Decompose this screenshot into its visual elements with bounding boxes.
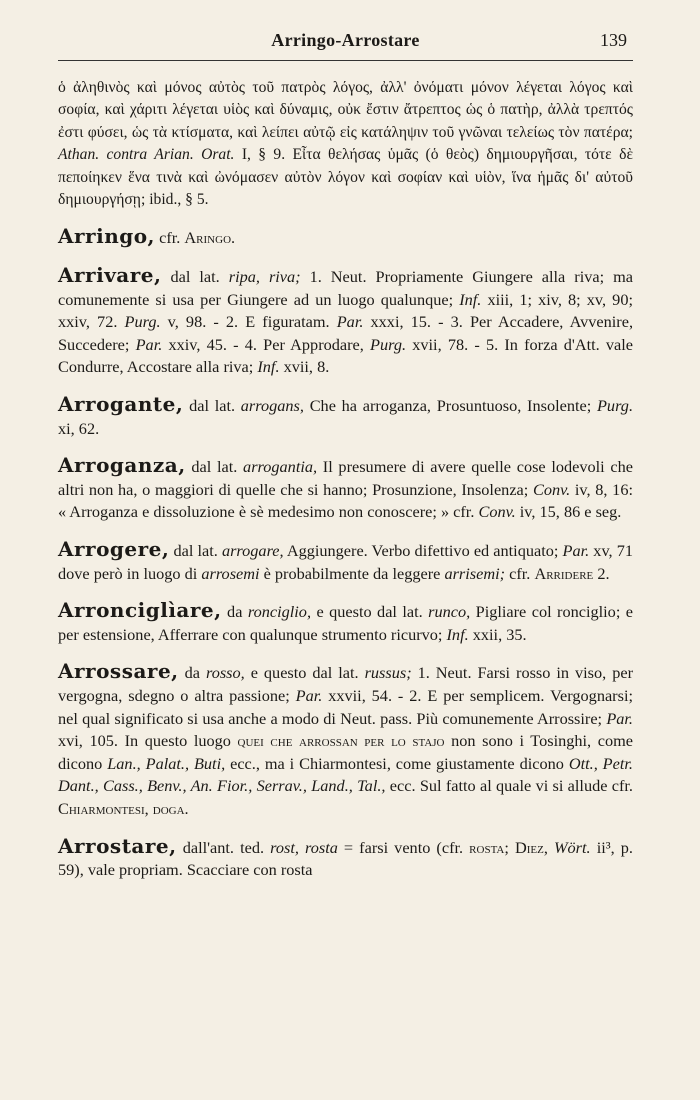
text-run: dal lat. [169,540,222,560]
small-caps-reference: Arridere [534,563,594,583]
italic-reference: arrogare, [221,540,284,560]
text-run: Aggiungere. Verbo difettivo ed antiquato; [283,540,563,560]
text-run: xxxi, 15. - 3. Per Accadere, Avvenire, Succedere; [58,312,634,354]
entry-headword: Arrogante, [58,392,184,416]
dictionary-entry [58,454,633,524]
dictionary-page [58,30,633,896]
running-title: Arringo-Arrostare [271,30,420,50]
text-run: xiii, 1; xiv, 8; xv, 90; xxiv, 72. [58,289,633,332]
text-run: e questo dal lat. [244,663,365,683]
text-run: è probabilmente da leggere [259,563,445,583]
dictionary-entry [58,538,633,585]
italic-reference: arrisemi; [444,563,506,583]
text-run: ii³, p. 59), vale propriam. Scacciare con rosta [58,837,633,880]
italic-reference: ronciglio, [247,602,312,622]
text-run: ecc. Sul fatto al quale vi si allude cfr. [385,776,633,796]
entry-headword: Arrossare, [58,659,179,684]
italic-reference: Athan. contra Arian. Orat. [58,146,235,164]
dictionary-entry [58,393,633,440]
italic-reference: Par. [135,334,163,354]
entry-headword: Arrogere, [58,536,170,561]
italic-reference: Ott., Petr. Dant., Cass., Benv., An. Fior., Serrav., Land., Tal., [58,753,633,796]
italic-reference: Par. [562,540,590,560]
text-run: Che ha arroganza, Prosuntuoso, Insolente; [303,396,597,415]
italic-reference: Par. [606,708,633,728]
text-run: cfr. [155,228,185,248]
text-run: dal lat. [185,457,244,477]
dictionary-entry [58,660,633,820]
dictionary-entry [58,599,633,646]
text-run: da [221,602,248,622]
dictionary-entry [58,264,633,379]
text-run: I, § 9. Εἶτα θελήσας ὑμᾶς (ὁ θεὸς) δημιουργῆσαι, τότε δὲ πεποίηκεν ἕνα τινὰ καὶ ὠνόμασεν αὐτὸν λόγον καὶ σοφίαν καὶ υἱὸν, ἵνα ἡμᾶς δι' αὐτοῦ δημιουργήσῃ; ibid., § 5. [58,146,633,209]
italic-reference: arrogantia, [243,457,318,477]
small-caps-reference: Diez, [514,837,548,857]
page-body [58,77,633,882]
italic-reference: Inf. [257,357,280,377]
text-run: xvi, 105. In questo luogo [58,731,238,751]
italic-reference: Lan., Palat., Buti, [107,753,226,773]
text-run: 1. Neut. Propriamente Giungere alla riva; ma comunemente si usa per Giungere ad un luogo qualunque; [58,267,634,309]
small-caps-reference: Aringo. [184,228,236,248]
text-run: iv, 15, 86 e seg. [515,502,622,522]
text-run: ecc., ma i Chiarmontesi, come giustamente dicono [225,753,569,773]
text-run: da [178,663,206,683]
text-run: xvii, 8. [279,357,330,377]
page-header [58,30,633,61]
small-caps-reference: Chiarmontesi, doga. [58,798,189,818]
entry-list [58,225,633,881]
text-run: non sono i Tosinghi, come dicono [58,731,633,773]
text-run: = farsi vento (cfr. [337,837,470,857]
entry-headword: Arroganza, [58,453,186,478]
entry-headword: Arrostare, [58,833,177,858]
italic-reference: russus; [364,663,412,683]
italic-reference: Conv. [532,479,571,499]
text-run: xi, 62. [58,418,100,438]
italic-reference: runco, [428,602,471,622]
text-run: dall'ant. ted. [176,837,271,857]
italic-reference: ripa, riva; [228,267,301,287]
italic-reference: Purg. [124,312,161,332]
dictionary-entry [58,835,633,882]
text-run: cfr. [505,563,535,583]
italic-reference: Purg. [370,334,407,354]
italic-reference: Purg. [596,396,634,415]
entry-headword: Arringo, [58,224,156,249]
italic-reference: rosso, [205,663,245,683]
text-run: dal lat. [161,267,229,287]
entry-headword: Arronciglìare, [58,598,222,623]
italic-reference: arrosemi [201,563,260,583]
italic-reference: Conv. [478,502,516,522]
italic-reference: Inf. [446,624,469,644]
text-run: 2. [593,563,610,583]
text-run: xxiv, 45. - 4. Per Approdare, [162,334,371,354]
text-run: iv, 8, 16: « Arroganza e dissoluzione è sè medesimo non conoscere; » cfr. [58,479,633,522]
text-run: ὁ ἀληθινὸς καὶ μόνος αὐτὸς τοῦ πατρὸς λόγος, ἀλλ' ὀνόματι μόνον λέγεται λόγος καὶ σοφία, καὶ χάριτι λέγεται υἱὸς καὶ δύναμις, οὐκ ἔστιν ἄτρεπτος ὡς ὁ πατὴρ, ἀλλὰ τρεπτός ἐστι φύσει, ὡς τὰ κτίσματα, καὶ λείπει αὐτῷ εἰς κατάληψιν τοῦ γνῶναι τελείως τὸν πατέρα; [58,79,633,141]
text-run: Pigliare col ronciglio; e per estensione, Afferrare con qualunque strumento ricurvo; [58,602,633,644]
text-run: xxii, 35. [468,624,527,644]
greek-quotation [58,77,633,211]
text-run: v, 98. - 2. E figuratam. [160,312,337,332]
entry-headword: Arrivare, [58,263,162,288]
page-number: 139 [600,30,627,50]
italic-reference: Par. [295,685,323,705]
text-run: xv, 71 dove però in luogo di [58,540,633,583]
italic-reference: rost, rosta [270,837,338,857]
text-run: Il presumere di avere quelle cose lodevoli che altri non ha, o maggiori di quelle che si hanno; Prosunzione, Insolenza; [58,457,633,499]
dictionary-entry [58,225,633,250]
text-run: xvii, 78. - 5. In forza d'Att. vale Condurre, Accostare alla riva; [58,334,633,377]
text-run: xxvii, 54. - 2. E per semplicem. Vergognarsi; nel qual significato si usa anche a modo di Neut. pass. Più comunemente Arrossire; [58,685,633,728]
small-caps-reference: quei che arrossan per lo stajo [237,731,445,751]
italic-reference: Wört. [553,837,591,857]
text-run: 1. Neut. Farsi rosso in viso, per vergogna, sdegno o altra passione; [58,663,633,705]
text-run: dal lat. [183,396,241,415]
italic-reference: Inf. [459,289,482,309]
text-run: e questo dal lat. [311,602,429,622]
italic-reference: arrogans, [240,396,304,415]
small-caps-reference: rosta; [469,837,509,857]
italic-reference: Par. [336,312,364,332]
